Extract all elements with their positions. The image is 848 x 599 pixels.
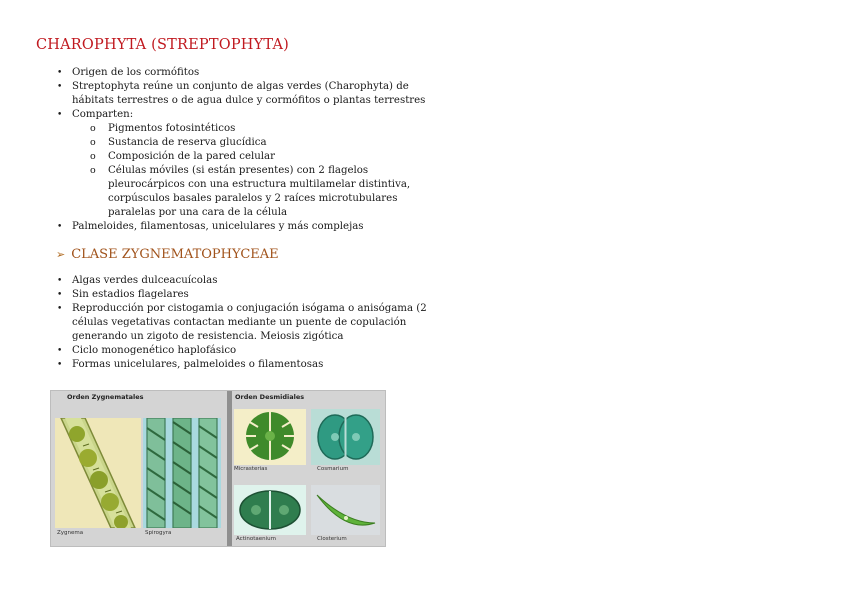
zygnema-caption: Zygnema — [57, 530, 84, 536]
page-title: CHAROPHYTA (STREPTOPHYTA) — [36, 37, 290, 53]
list-item — [57, 220, 425, 234]
list-item — [57, 66, 425, 80]
sub-bullet: o — [90, 123, 96, 134]
bullet: • — [57, 68, 63, 78]
list-item-text: generando un zigoto de resistencia. Meiosis zigótica — [72, 331, 344, 342]
sublist-item-text: paralelas por una cara de la célula — [108, 207, 288, 218]
bullet: • — [57, 290, 63, 300]
desmidiales-header: Orden Desmidiales — [235, 393, 305, 401]
list-item-text: Streptophyta reúne un conjunto de algas verdes (Charophyta) de — [72, 81, 409, 92]
bullet: • — [57, 346, 63, 356]
sublist-item-text: Células móviles (si están presentes) con 2 flagelos — [108, 165, 369, 176]
micrasterias-caption: Micrasterias — [234, 466, 268, 472]
bullet: • — [57, 304, 63, 314]
list-item-text: hábitats terrestres o de agua dulce y cormófitos o plantas terrestres — [72, 95, 426, 106]
list-item — [57, 302, 427, 344]
zygnema-image — [55, 418, 141, 528]
actinotaenium-image — [234, 485, 306, 535]
actinotaenium-caption: Actinotaenium — [236, 536, 276, 542]
list-item-text: Ciclo monogenético haplofásico — [72, 345, 237, 356]
list-item — [57, 108, 425, 220]
list-item — [57, 80, 426, 108]
zygnematophyceae-list — [57, 274, 427, 372]
spirogyra-caption: Spirogyra — [145, 530, 172, 536]
cosmarium-image — [311, 409, 380, 465]
list-item — [57, 344, 427, 358]
section-heading — [56, 247, 279, 262]
list-item-text: Sin estadios flagelares — [72, 289, 189, 300]
sublist-item-text: Composición de la pared celular — [108, 151, 275, 162]
sublist-item-text: Sustancia de reserva glucídica — [108, 137, 267, 148]
list-item — [57, 358, 427, 372]
list-item-text: células vegetativas contactan mediante un puente de copulación — [72, 317, 407, 328]
list-item — [57, 288, 427, 302]
list-item-text: Formas unicelulares, palmeloides o filamentosas — [72, 359, 324, 370]
charophyta-list — [57, 66, 426, 234]
sublist-item — [90, 122, 425, 136]
list-item-text: Origen de los cormófitos — [72, 67, 200, 78]
sublist-item — [90, 150, 425, 164]
list-item-text: Reproducción por cistogamia o conjugación isógama o anisógama (2 — [72, 303, 427, 314]
figure-divider — [227, 391, 232, 547]
shared-traits-sublist — [72, 122, 425, 220]
arrow-bullet-icon: ➢ — [56, 248, 66, 261]
list-item-text: Palmeloides, filamentosas, unicelulares y más complejas — [72, 221, 364, 232]
zygnematales-header: Orden Zygnematales — [67, 393, 144, 401]
sub-bullet: o — [90, 151, 96, 162]
cosmarium-caption: Cosmarium — [317, 466, 349, 472]
bullet: • — [57, 222, 63, 232]
sublist-item — [90, 164, 425, 220]
closterium-image — [311, 485, 380, 535]
spirogyra-image — [143, 418, 221, 528]
bullet: • — [57, 82, 63, 92]
sublist-item-text: corpúsculos basales paralelos y 2 raíces microtubulares — [108, 193, 398, 204]
bullet: • — [57, 360, 63, 370]
section-heading-text: CLASE ZYGNEMATOPHYCEAE — [71, 247, 279, 262]
algae-figure — [50, 390, 386, 547]
closterium-caption: Closterium — [317, 536, 347, 542]
list-item — [57, 274, 427, 288]
bullet: • — [57, 110, 63, 120]
sub-bullet: o — [90, 137, 96, 148]
list-item-text: Algas verdes dulceacuícolas — [72, 275, 218, 286]
list-item-text: Comparten: — [72, 109, 134, 120]
bullet: • — [57, 276, 63, 286]
sublist-item-text: Pigmentos fotosintéticos — [108, 123, 236, 134]
micrasterias-image — [234, 409, 306, 465]
sublist-item — [90, 136, 425, 150]
sub-bullet: o — [90, 165, 96, 176]
sublist-item-text: pleurocárpicos con una estructura multilamelar distintiva, — [108, 179, 411, 190]
